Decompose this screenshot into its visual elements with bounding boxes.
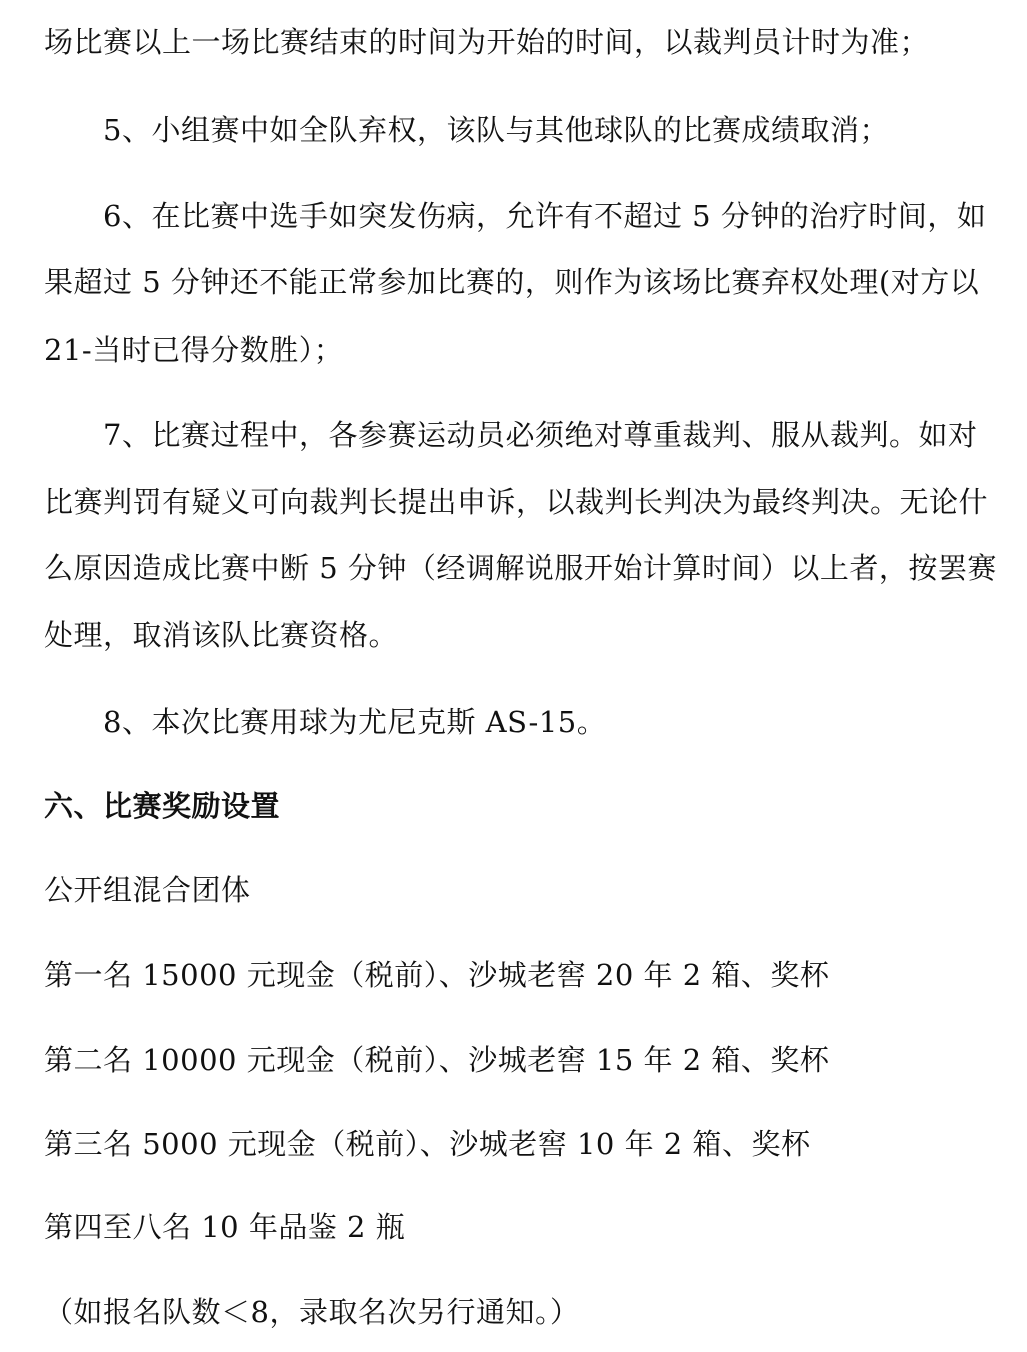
award-category: 公开组混合团体 bbox=[44, 873, 251, 907]
rule-6-line-2: 果超过 5 分钟还不能正常参加比赛的，则作为该场比赛弃权处理(对方以 bbox=[44, 265, 980, 299]
rule-6-line-3: 21-当时已得分数胜）； bbox=[44, 333, 344, 367]
award-fourth-to-eighth: 第四至八名 10 年品鉴 2 瓶 bbox=[44, 1210, 406, 1244]
rule-8: 8、本次比赛用球为尤尼克斯 AS-15。 bbox=[103, 705, 607, 739]
award-note: （如报名队数＜8，录取名次另行通知。） bbox=[44, 1295, 580, 1329]
award-second-place: 第二名 10000 元现金（税前）、沙城老窖 15 年 2 箱、奖杯 bbox=[44, 1043, 830, 1077]
rule-5: 5、小组赛中如全队弃权，该队与其他球队的比赛成绩取消； bbox=[103, 113, 889, 147]
section-heading-awards: 六、比赛奖励设置 bbox=[44, 789, 281, 823]
award-first-place: 第一名 15000 元现金（税前）、沙城老窖 20 年 2 箱、奖杯 bbox=[44, 958, 830, 992]
rule-7-line-4: 处理，取消该队比赛资格。 bbox=[44, 618, 399, 652]
rule-4-continuation: 场比赛以上一场比赛结束的时间为开始的时间，以裁判员计时为准； bbox=[44, 25, 930, 59]
rule-7-line-1: 7、比赛过程中，各参赛运动员必须绝对尊重裁判、服从裁判。如对 bbox=[103, 418, 978, 452]
rule-7-line-2: 比赛判罚有疑义可向裁判长提出申诉，以裁判长判决为最终判决。无论什 bbox=[44, 485, 989, 519]
rule-7-line-3: 么原因造成比赛中断 5 分钟（经调解说服开始计算时间）以上者，按罢赛 bbox=[44, 551, 997, 585]
award-third-place: 第三名 5000 元现金（税前）、沙城老窖 10 年 2 箱、奖杯 bbox=[44, 1127, 811, 1161]
rule-6-line-1: 6、在比赛中选手如突发伤病，允许有不超过 5 分钟的治疗时间，如 bbox=[103, 199, 987, 233]
